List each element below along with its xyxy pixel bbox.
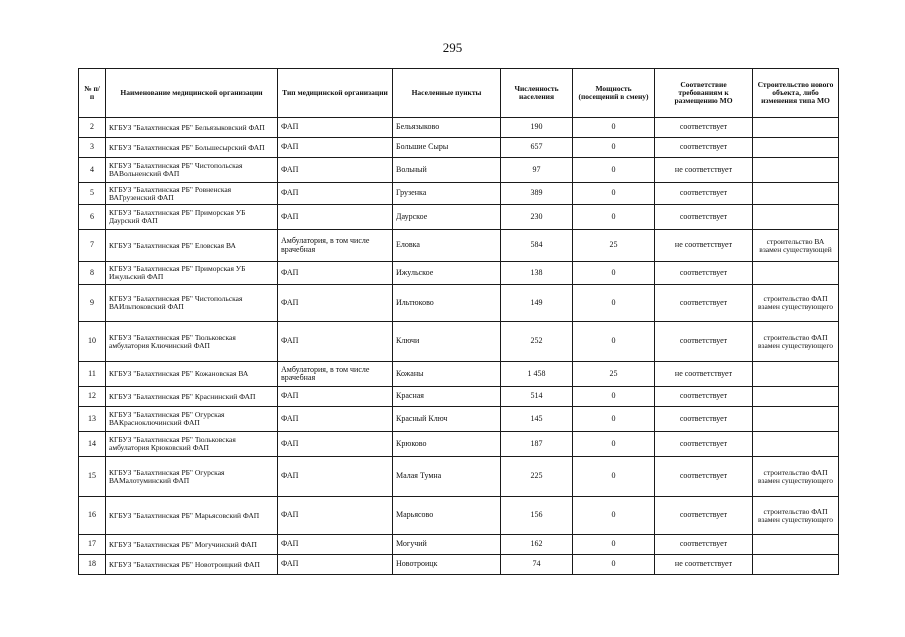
cell-population: 252 [501, 322, 573, 362]
cell-capacity: 25 [573, 362, 655, 387]
cell-number: 18 [79, 555, 106, 575]
cell-settlement: Еловка [393, 230, 501, 262]
cell-organization-type: ФАП [278, 407, 393, 432]
header-organization-name: Наименование медицинской организации [106, 69, 278, 118]
cell-organization-type: ФАП [278, 183, 393, 205]
cell-organization-type: ФАП [278, 138, 393, 158]
cell-number: 17 [79, 535, 106, 555]
cell-organization-type: ФАП [278, 457, 393, 497]
cell-construction [753, 432, 839, 457]
cell-construction [753, 387, 839, 407]
table-row [79, 497, 839, 535]
medical-organizations-table [78, 68, 839, 575]
cell-number: 7 [79, 230, 106, 262]
cell-population: 138 [501, 262, 573, 285]
cell-compliance: соответствует [655, 138, 753, 158]
cell-population: 584 [501, 230, 573, 262]
cell-settlement: Даурское [393, 205, 501, 230]
cell-organization-name: КГБУЗ "Балахтинская РБ" Огурская ВАКрасноключинский ФАП [106, 407, 278, 432]
header-organization-type: Тип медицинской организации [278, 69, 393, 118]
cell-construction: строительство ФАП взамен существующего [753, 497, 839, 535]
cell-settlement: Большие Сыры [393, 138, 501, 158]
cell-organization-type: ФАП [278, 387, 393, 407]
cell-organization-name: КГБУЗ "Балахтинская РБ" Марьясовский ФАП [106, 497, 278, 535]
cell-population: 190 [501, 118, 573, 138]
cell-number: 14 [79, 432, 106, 457]
cell-construction [753, 138, 839, 158]
table-row [79, 205, 839, 230]
cell-construction: строительство ФАП взамен существующего [753, 322, 839, 362]
header-population: Численность населения [501, 69, 573, 118]
cell-number: 12 [79, 387, 106, 407]
cell-compliance: соответствует [655, 262, 753, 285]
cell-number: 11 [79, 362, 106, 387]
table-row [79, 183, 839, 205]
cell-organization-type: ФАП [278, 285, 393, 322]
cell-settlement: Бельязыково [393, 118, 501, 138]
cell-organization-type: ФАП [278, 497, 393, 535]
cell-population: 162 [501, 535, 573, 555]
cell-capacity: 0 [573, 262, 655, 285]
cell-compliance: не соответствует [655, 230, 753, 262]
cell-organization-name: КГБУЗ "Балахтинская РБ" Новотроицкий ФАП [106, 555, 278, 575]
table-row [79, 230, 839, 262]
header-construction: Строительство нового объекта, либо изменения типа МО [753, 69, 839, 118]
cell-capacity: 0 [573, 555, 655, 575]
page-number: 295 [442, 40, 463, 55]
table-row [79, 285, 839, 322]
cell-compliance: соответствует [655, 432, 753, 457]
table-row [79, 457, 839, 497]
header-settlements: Населенные пункты [393, 69, 501, 118]
cell-organization-name: КГБУЗ "Балахтинская РБ" Чистопольская ВАИльтюковский ФАП [106, 285, 278, 322]
header-capacity: Мощность (посещений в смену) [573, 69, 655, 118]
cell-construction: строительство ФАП взамен существующего [753, 285, 839, 322]
cell-compliance: соответствует [655, 387, 753, 407]
table-row [79, 138, 839, 158]
cell-number: 10 [79, 322, 106, 362]
cell-number: 6 [79, 205, 106, 230]
cell-organization-name: КГБУЗ "Балахтинская РБ" Большесырский ФАП [106, 138, 278, 158]
cell-settlement: Грузенка [393, 183, 501, 205]
cell-construction [753, 262, 839, 285]
cell-population: 225 [501, 457, 573, 497]
cell-capacity: 25 [573, 230, 655, 262]
header-number: № п/п [79, 69, 106, 118]
cell-capacity: 0 [573, 138, 655, 158]
cell-organization-name: КГБУЗ "Балахтинская РБ" Могучинский ФАП [106, 535, 278, 555]
cell-organization-name: КГБУЗ "Балахтинская РБ" Приморская УБ Даурский ФАП [106, 205, 278, 230]
cell-compliance: соответствует [655, 285, 753, 322]
cell-construction: строительство ФАП взамен существующего [753, 457, 839, 497]
cell-number: 9 [79, 285, 106, 322]
cell-construction [753, 118, 839, 138]
cell-capacity: 0 [573, 118, 655, 138]
table-header-row [79, 69, 839, 118]
cell-capacity: 0 [573, 457, 655, 497]
cell-population: 97 [501, 158, 573, 183]
cell-construction [753, 362, 839, 387]
cell-number: 13 [79, 407, 106, 432]
cell-organization-type: ФАП [278, 205, 393, 230]
cell-population: 187 [501, 432, 573, 457]
cell-settlement: Малая Тумна [393, 457, 501, 497]
cell-number: 8 [79, 262, 106, 285]
cell-population: 230 [501, 205, 573, 230]
cell-organization-type: ФАП [278, 118, 393, 138]
cell-population: 156 [501, 497, 573, 535]
table-row [79, 407, 839, 432]
cell-settlement: Крюково [393, 432, 501, 457]
cell-construction [753, 158, 839, 183]
cell-organization-name: КГБУЗ "Балахтинская РБ" Тюльковская амбулатория Крюковский ФАП [106, 432, 278, 457]
cell-population: 657 [501, 138, 573, 158]
table-row [79, 158, 839, 183]
cell-organization-name: КГБУЗ "Балахтинская РБ" Бельязыковский ФАП [106, 118, 278, 138]
cell-construction [753, 407, 839, 432]
cell-organization-type: ФАП [278, 322, 393, 362]
cell-number: 2 [79, 118, 106, 138]
table-row [79, 322, 839, 362]
header-compliance: Соответствие требованиям к размещению МО [655, 69, 753, 118]
cell-construction [753, 555, 839, 575]
cell-settlement: Могучий [393, 535, 501, 555]
cell-number: 16 [79, 497, 106, 535]
cell-capacity: 0 [573, 183, 655, 205]
cell-number: 4 [79, 158, 106, 183]
cell-capacity: 0 [573, 205, 655, 230]
cell-organization-name: КГБУЗ "Балахтинская РБ" Краснинский ФАП [106, 387, 278, 407]
cell-compliance: соответствует [655, 205, 753, 230]
cell-number: 15 [79, 457, 106, 497]
cell-compliance: соответствует [655, 457, 753, 497]
cell-organization-type: ФАП [278, 432, 393, 457]
cell-population: 149 [501, 285, 573, 322]
table-row [79, 555, 839, 575]
cell-settlement: Марьясово [393, 497, 501, 535]
cell-organization-type: Амбулатория, в том числе врачебная [278, 362, 393, 387]
cell-population: 1 458 [501, 362, 573, 387]
cell-settlement: Ключи [393, 322, 501, 362]
cell-capacity: 0 [573, 158, 655, 183]
cell-population: 145 [501, 407, 573, 432]
cell-compliance: соответствует [655, 183, 753, 205]
cell-organization-type: Амбулатория, в том числе врачебная [278, 230, 393, 262]
cell-compliance: соответствует [655, 322, 753, 362]
cell-organization-name: КГБУЗ "Балахтинская РБ" Ровненская ВАГрузенский ФАП [106, 183, 278, 205]
cell-settlement: Ижульское [393, 262, 501, 285]
cell-construction [753, 205, 839, 230]
cell-population: 389 [501, 183, 573, 205]
cell-capacity: 0 [573, 322, 655, 362]
cell-organization-name: КГБУЗ "Балахтинская РБ" Еловская ВА [106, 230, 278, 262]
cell-organization-type: ФАП [278, 158, 393, 183]
cell-capacity: 0 [573, 387, 655, 407]
cell-capacity: 0 [573, 497, 655, 535]
cell-compliance: соответствует [655, 118, 753, 138]
cell-settlement: Ильтюково [393, 285, 501, 322]
cell-population: 514 [501, 387, 573, 407]
cell-settlement: Новотроицк [393, 555, 501, 575]
table-row [79, 262, 839, 285]
cell-organization-name: КГБУЗ "Балахтинская РБ" Кожановская ВА [106, 362, 278, 387]
cell-construction: строительство ВА взамен существующей [753, 230, 839, 262]
cell-settlement: Кожаны [393, 362, 501, 387]
cell-capacity: 0 [573, 285, 655, 322]
table-row [79, 432, 839, 457]
cell-capacity: 0 [573, 432, 655, 457]
cell-organization-name: КГБУЗ "Балахтинская РБ" Приморская УБ Ижульский ФАП [106, 262, 278, 285]
cell-capacity: 0 [573, 407, 655, 432]
cell-compliance: соответствует [655, 497, 753, 535]
cell-number: 5 [79, 183, 106, 205]
cell-organization-type: ФАП [278, 555, 393, 575]
table-row [79, 535, 839, 555]
cell-population: 74 [501, 555, 573, 575]
cell-compliance: не соответствует [655, 362, 753, 387]
table-row [79, 118, 839, 138]
cell-compliance: соответствует [655, 535, 753, 555]
cell-compliance: не соответствует [655, 158, 753, 183]
cell-compliance: не соответствует [655, 555, 753, 575]
cell-capacity: 0 [573, 535, 655, 555]
cell-compliance: соответствует [655, 407, 753, 432]
cell-organization-name: КГБУЗ "Балахтинская РБ" Огурская ВАМалотуминский ФАП [106, 457, 278, 497]
cell-construction [753, 183, 839, 205]
cell-number: 3 [79, 138, 106, 158]
cell-settlement: Красный Ключ [393, 407, 501, 432]
table-row [79, 387, 839, 407]
cell-settlement: Вольный [393, 158, 501, 183]
table-row [79, 362, 839, 387]
cell-settlement: Красная [393, 387, 501, 407]
cell-organization-type: ФАП [278, 535, 393, 555]
cell-organization-type: ФАП [278, 262, 393, 285]
cell-organization-name: КГБУЗ "Балахтинская РБ" Чистопольская ВАВольненский ФАП [106, 158, 278, 183]
cell-construction [753, 535, 839, 555]
cell-organization-name: КГБУЗ "Балахтинская РБ" Тюльковская амбулатория Ключинский ФАП [106, 322, 278, 362]
